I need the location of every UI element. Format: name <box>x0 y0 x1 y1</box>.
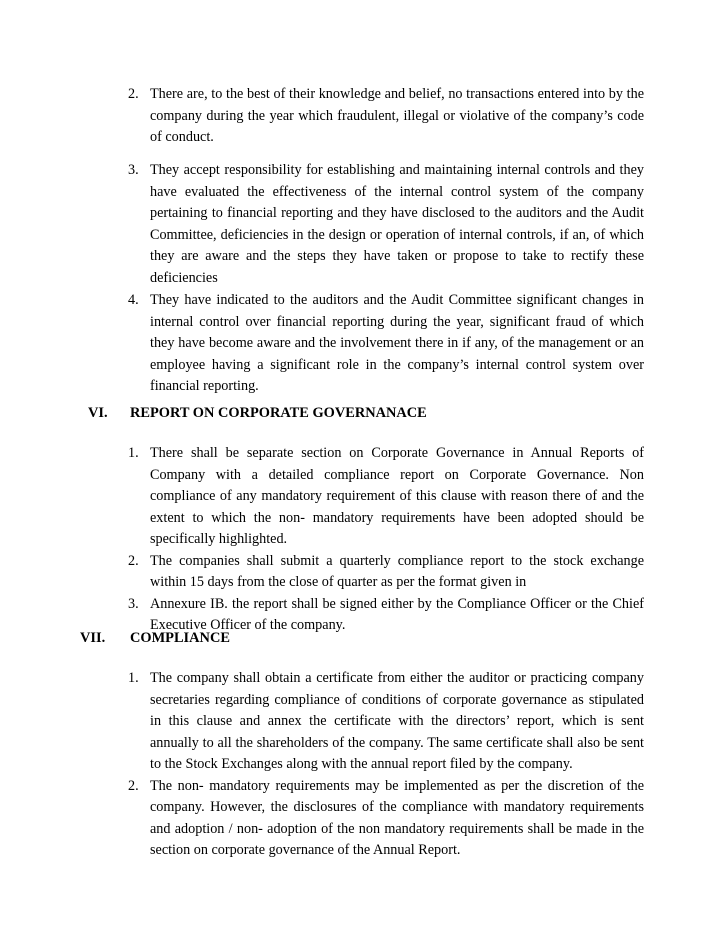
list-item <box>128 160 644 289</box>
list-item <box>128 668 644 776</box>
list-item-number: 2. <box>128 777 139 794</box>
intro-list <box>128 290 644 398</box>
list-item-number: 2. <box>128 86 139 102</box>
list-item-text: The non- mandatory requirements may be implemented as per the discretion of the company. However, the disclosures of the compliance with mandatory requirements and adoption / non- adoption of the non mandatory requirements shall be made in the section on corporate governance of the Annual Report. <box>150 777 644 858</box>
list-item-text: The companies shall submit a quarterly compliance report to the stock exchange within 15 days from the close of quarter as per the format given in <box>150 552 644 590</box>
list-item <box>128 290 644 398</box>
section-heading <box>80 630 648 652</box>
list-item <box>128 443 644 551</box>
list-item-number: 4. <box>128 292 139 308</box>
section-title: COMPLIANCE <box>130 630 230 646</box>
list-item-text: Annexure IB. the report shall be signed either by the Compliance Officer or the Chief Executive Officer of the company. <box>150 595 644 633</box>
section-title: REPORT ON CORPORATE GOVERNANACE <box>130 405 427 421</box>
list-item-text: The company shall obtain a certificate from either the auditor or practicing company secretaries regarding compliance of conditions of corporate governance as stipulated in this clause and annex the certificate with the directors’ report, which is sent annually to all the shareholders of the company. The same certificate shall also be sent to the Stock Exchanges along with the annual report filed by the company. <box>150 670 644 772</box>
section-vi-list <box>128 443 644 637</box>
list-item-number: 1. <box>128 445 139 461</box>
list-item <box>128 551 644 594</box>
intro-list <box>128 84 644 149</box>
section-vii-list <box>128 668 644 862</box>
intro-list <box>128 160 644 289</box>
list-item <box>128 776 644 862</box>
section-heading <box>88 405 648 427</box>
list-item-text: They accept responsibility for establishing and maintaining internal controls and they have evaluated the effectiveness of the internal control system of the company pertaining to financial reporting and they have disclosed to the auditors and the Audit Committee, deficiencies in the design or operation of internal controls, if an, of which they are aware and the steps they have taken or propose to take to rectify these deficiencies <box>150 162 644 286</box>
list-item <box>128 84 644 149</box>
section-number: VI. <box>88 405 108 421</box>
list-item-number: 3. <box>128 162 139 178</box>
list-item-text: They have indicated to the auditors and the Audit Committee significant changes in internal control over financial reporting during the year, significant fraud of which they have become aware and the involvement there in if any, of the management or an employee having a significant role in the company’s internal control system over financial reporting. <box>150 292 644 394</box>
list-item-number: 3. <box>128 595 139 612</box>
list-item-text: There are, to the best of their knowledge and belief, no transactions entered into by the company during the year which fraudulent, illegal or violative of the company’s code of conduct. <box>150 86 644 145</box>
list-item-number: 1. <box>128 670 139 686</box>
list-item-number: 2. <box>128 552 139 569</box>
section-number: VII. <box>80 630 106 646</box>
list-item-text: There shall be separate section on Corporate Governance in Annual Reports of Company with a detailed compliance report on Corporate Governance. Non compliance of any mandatory requirement of this clause with reason there of and the extent to which the non- mandatory requirements have been adopted should be specifically highlighted. <box>150 445 644 547</box>
